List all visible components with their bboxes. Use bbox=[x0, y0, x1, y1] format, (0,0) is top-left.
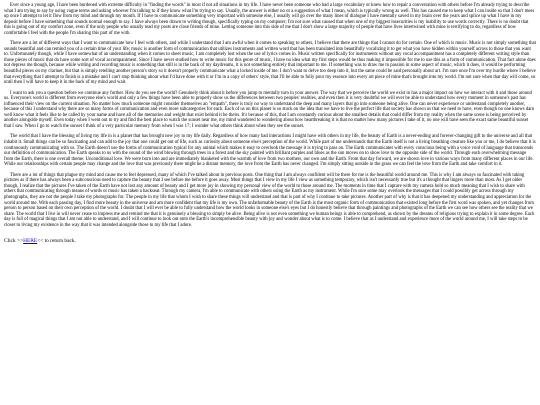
return-prefix: Click >> bbox=[4, 238, 24, 245]
essay-paragraph: There are a lot of different ways that I want to communicate how I feel with others, and while I understand that I am awful when it comes to speaking to others, I believe that there are things that I cannot do for certain. One of which is music. Music is not simply something that sounds beautiful and can remind you of a certain time of your life; music is another form of communication that utilizes instruments and written word that has been translated into beautifully vocalizing it to get what you have hidden within yourself across to those that you want to. Unfortunately though, while I have somewhat of an understanding when it comes to sheet music, I am completely lost when the use of lyrics comes in. Music written specifically for instruments without any vocal accompaniment has a completely different writing style than those pieces of music that do have some sort of vocal accompaniment. Since I have never studied how to write music for this genre of music, I have no idea what my first steps would be thus making it impossible for me to use this as a form of communication. That fact alone does not depress me though, because while writing and recording music is something that still is in the back of my daydreams, it is not something entirely that important to me. If something was to draw me to passion in some aspect of music, which it does, it would be performing beautiful pieces on my clarinet, but that is simply retelling another person's story so it doesn't properly communicate what a locked inside of me. I don't want to delve too deep into it, but the same could be said personally about art. I'm sure once I'm over my hurdle where I believe that everything that I attempt to finish is a mistake and I can't stop thinking about what I'd have done with it or I'm in a copy of others' style, that I'll be able to fully pour my essence into every art piece of mine that's brought into my world. I'm not sure when that day will come, so until then I will have to keep it in the back of my mind and wait. bbox=[4, 41, 536, 86]
return-suffix: << to return back. bbox=[37, 238, 76, 245]
essay-paragraph: There are a lot of things that plague my mind and cause me to feel depressed, many of which I've talked about in previous posts. One thing that I am always confident will be there for me is the beautiful world around me. This is why I am always so fascinated with taking pictures as if there has always been a subconscious need to capture the beauty that I see before me before it goes away. Most things that I view in my life I view as something temporary, which isn't necessarily true but it's a thought that lingers more than most. As I get older though, I realize that the pictures I've taken of the Earth have not lost any amount of beauty and I get more joy in showing my personal view of the world to those around me. The moments in time that I capture with my camera hold so much meaning that I wish to share with others that communicating through means of words or music has taken a backseat. Through my camera, I'm able to communicate with others using the Earth as my instrument. While I'm sure some may overlook the messages that I could possibly get across through my photographs, they are not the people I take my photographs for. The people in my life that whom I wish to share these things will understand and that is part of why I continue to take pictures. Another part of why is that it has deepened my understanding and appreciation for the world around me. With each passing day, I find more beauty in the universe and am more confident that my life is my own. The unfathomable beauty of the Earth is the most organic form of communication that existed long before the first word was spoken, and yet changes from person to person based on their own perception of the world. I doubt that I will ever be able to fully understand how the world looks in someone else's eyes but I do honestly believe that through paintings and photographs of the Earth we can see how others see the reality that we share. The world that I live in will never cease to impress me and remind me that it is genuinely a blessing to simply be alive. Being alive is not even something we human beings is able to comprehend, as shown by the dreams of religious trying to explain it in some degree. Each day is full of magical things that I am not able to understand, and I will continue to look out onto the Earth's incomprehensible beauty with joy and wonder about what is to come. I believe that as I understand and experience more of the world around me, I will take steps to be closer to living my existence in the way that it was intended alongside those in my life that I adore. bbox=[4, 172, 535, 228]
return-back-link[interactable]: HERE bbox=[23, 238, 38, 245]
return-back-line bbox=[4, 238, 536, 244]
essay-paragraph: The world that I have the blessing of living my life in is a planet that has brought new joy to my life daily. Regardless of how many bad interactions I might have with others in my life, the beauty of Earth is a never-ending and forever-changing gift to the universe and all that inhabit it. Small things can be so fascinating and can add to the joy that one could get out of life, such as curiosity about someone else's perception of the world. While part of me understands that the Earth itself is not a living breathing creature like you or me, I do believe that it is continuously communicating with us. The Earth doesn't use the forms of communication typical for any animal which makes it easy to overlook the message it is trying to pass on. The Earth communicates with every conscious being with a voice void of language that transcends our definition of communication. The Earth speaks to us with the sound of the wind blowing through trees in a forest and the sky painted with brilliant purples and blues as the sun moves on to show love to the opposite side of the world. Through each overwhelming message from the Earth, there is one overall theme: Unconditional love. We were born into and are immediately blanketed with the warmth of love from two mothers, our own and the Earth. From that day forward, we are shown love in various ways from many different places in our life. While our relationships with certain people may change and the love that was previously there might be a distant memory, the love from the Earth has never changed. I'm simply sitting outside in the grass we can feel the love from the Earth and take comfort in it. bbox=[4, 134, 536, 168]
essay-paragraph: Ever since a young age, I have been burdened with extreme difficulty in "finding the words" in most if not all situations in my life. I have never been someone who had a large vocabulary or knew how to repair a conversation with others before I'm already trying to describe what I am trying to say by using vague terms and asking whoever I'm talking to if they know what I'm trying to say. Usually, the answer is either no or a suggestion of what I mean, which is typically wrong as well. This has caused me to keep what I can inside so that I don't mess up once I attempt to let it flow from my mind and through my mouth. If I have to communicate something very important with someone else, I usually will go over the many lines of dialogue I have mentally saved in my brain over the years and splice up what I have in my deposit before I have something that sounds normal enough to say. I have always been drawn to writing though, specifically typing on my computer; I'm not sure what caused that when one of my biggest insecurities is my inability to use words correctly. There is no doubt that this is going out of my comfort zone, even if the only people who usually read my posts are close friends of mine. Letting someone into this side of me that I don't show a large majority of people that have lives intertwined with mine is terrifying to do, regardless of how comfortable I feel with the people I'm sharing this part of me with. bbox=[4, 3, 535, 36]
essay-paragraph: I want to ask you a question before we continue any further. How do you see the world? Genuinely think about it before you jump to mentally turn in your answer. The way that we perceive the world we exist in has a major impact on how we interact with it and those around us. Everyone's world is different from everyone else's world and only a few things have been able to properly show us the differences between two peoples' realities, and even then it is very doubtful we will ever be able to understand how every moment in someone's past has influenced their view on the current situation. No matter how much someone might consider themselves an "empath", there is truly no way to understand the deep and many layers that go into someone being alive. One can never experience or understand completely another, because of this I understand why there are so many forms of communication and even more subcategories for each. Each of us on this planet is so stuck on the idea that we have to live the perfect life that society has shown us that we need to have, even though no one knows darn well know what it feels like to be called by your name and have all of the memories and weight that exist behind it be theirs. It's because of this, that I am constantly curious about the smallest details that could differ from my reality when the same scene is being perceived by another alongside myself. Even today when I went out to try and find the best place to watch the sunset near me, my mind wandered to wondering about how heartbreaking it is that no matter how many pictures I take of it, no one will have seen the exact same beautiful sunset that I saw. When I go to watch the sunset I think of a very particular memory from when I was 17; I wonder what others think about when they see the sunset. bbox=[4, 90, 535, 129]
